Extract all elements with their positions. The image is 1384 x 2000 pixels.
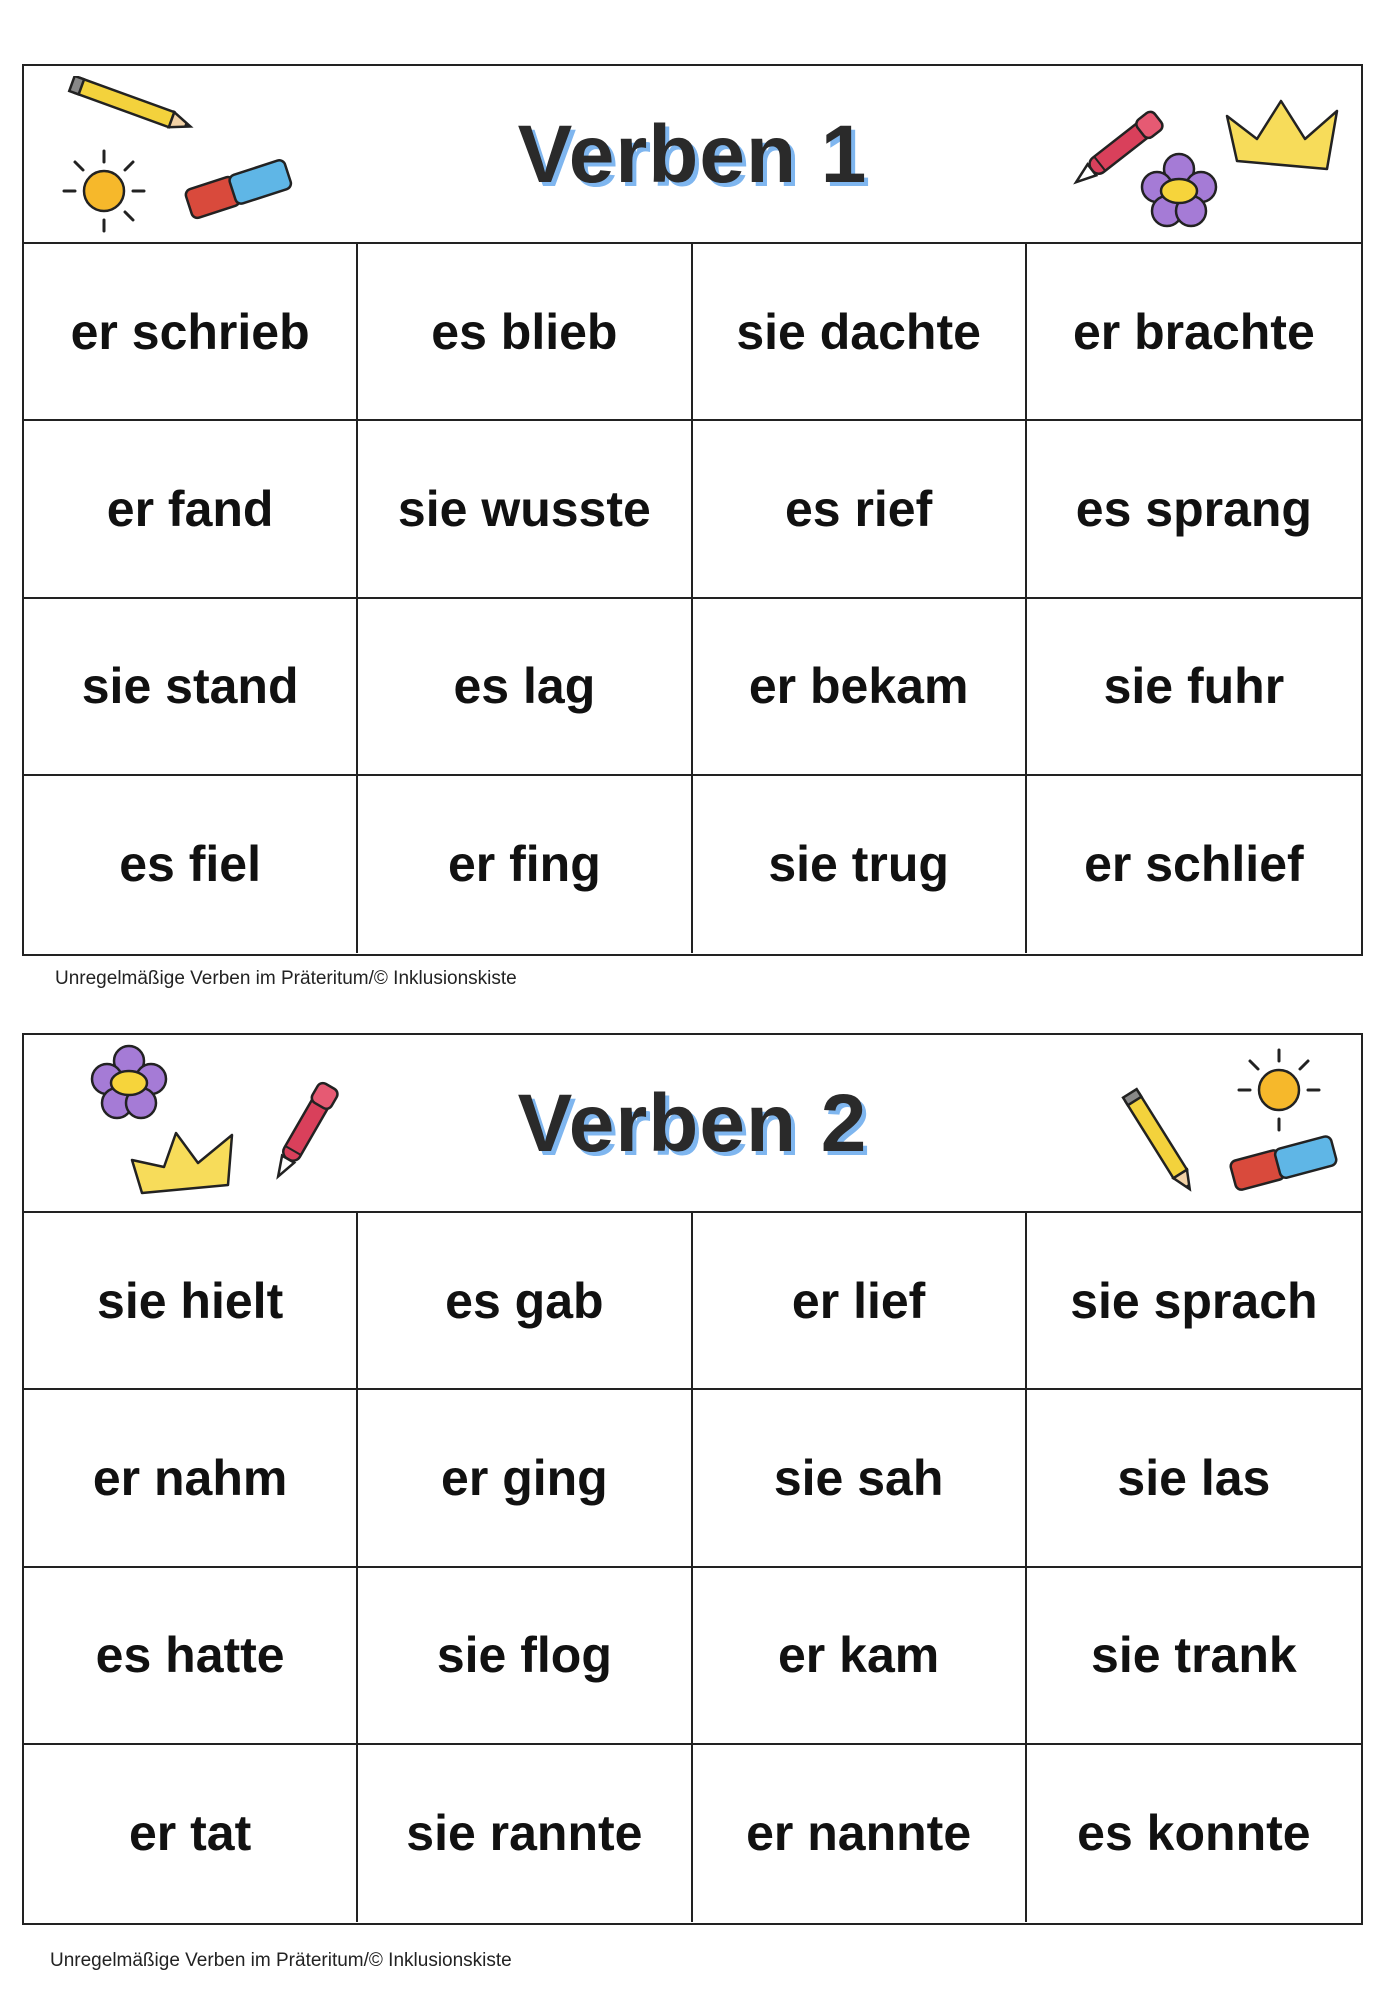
copyright-footer: Unregelmäßige Verben im Präteritum/© Inklusionskiste [55,968,517,989]
verb-grid [24,244,1361,953]
verb-cell: es sprang [1027,421,1361,598]
verb-cell: er nannte [693,1745,1027,1922]
verb-cell: es hatte [24,1568,358,1745]
verb-cell: sie rannte [358,1745,692,1922]
verb-grid [24,1213,1361,1922]
verb-cell: es blieb [358,244,692,421]
verb-cell: sie wusste [358,421,692,598]
verb-cell: er ging [358,1390,692,1567]
verb-cell: sie fuhr [1027,599,1361,776]
verb-cell: sie sprach [1027,1213,1361,1390]
verb-cell: er fand [24,421,358,598]
card-header [24,1035,1361,1213]
verb-cell: es rief [693,421,1027,598]
card-title: Verben 1 [517,109,868,200]
verb-cell: sie trank [1027,1568,1361,1745]
verb-cell: er nahm [24,1390,358,1567]
verb-cell: sie dachte [693,244,1027,421]
verb-cell: er schlief [1084,836,1304,893]
verb-cell: sie sah [693,1390,1027,1567]
verb-cell: es fiel [24,776,358,953]
verb-cell: er fing [358,776,692,953]
verb-cell: es gab [358,1213,692,1390]
verb-cell: sie stand [24,599,358,776]
verb-cell: er lief [693,1213,1027,1390]
copyright-footer: Unregelmäßige Verben im Präteritum/© Inklusionskiste [50,1950,512,1971]
verb-cell: sie flog [358,1568,692,1745]
verb-cell: er brachte [1027,244,1361,421]
card-header [24,66,1361,244]
verb-cell: sie trug [693,776,1027,953]
verb-cell: es lag [358,599,692,776]
verb-cell: sie hielt [24,1213,358,1390]
verb-cell: er tat [24,1745,358,1922]
verb-card-1 [22,64,1363,956]
verb-cell: es konnte [1077,1805,1311,1862]
card-title: Verben 2 [517,1078,868,1169]
verb-card-2 [22,1033,1363,1925]
verb-cell: sie las [1027,1390,1361,1567]
verb-cell: er bekam [693,599,1027,776]
verb-cell: er kam [693,1568,1027,1745]
verb-cell: er schrieb [24,244,358,421]
